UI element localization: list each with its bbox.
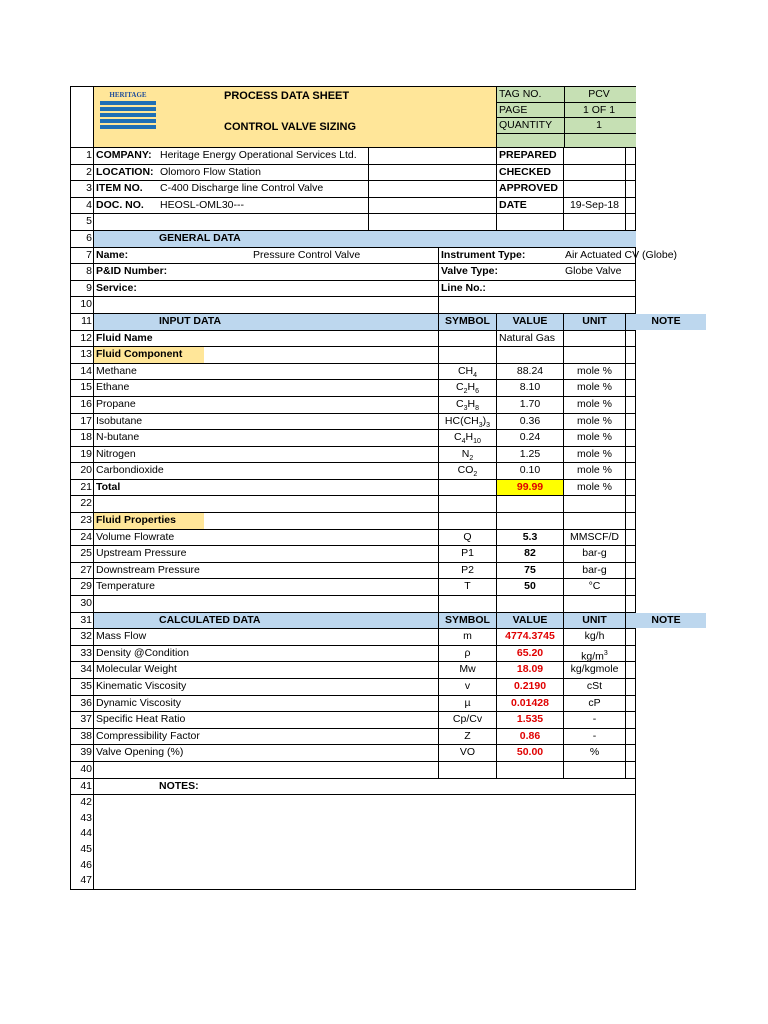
note (625, 364, 706, 380)
value (496, 513, 563, 529)
parameter-name: Dynamic Viscosity (96, 696, 181, 709)
col-symbol: SYMBOL (438, 314, 496, 330)
sheet-header (70, 86, 636, 148)
unit: $kg/m^3$ (563, 646, 625, 662)
notes-row (71, 826, 635, 842)
value: 65.20 (496, 646, 563, 662)
parameter-name: Fluid Properties (94, 513, 204, 529)
blank-cell (368, 198, 496, 214)
data-row (71, 579, 635, 596)
note (625, 530, 706, 546)
parameter-name: Kinematic Viscosity (96, 680, 187, 692)
value: 18.09 (496, 662, 563, 678)
parameter-name: Upstream Pressure (96, 547, 187, 560)
approval-sign (625, 214, 706, 230)
input-data-header (71, 314, 681, 331)
approval-label: DATE (496, 198, 563, 214)
data-row (71, 414, 635, 431)
general-rlabel: Instrument Type: (438, 248, 563, 264)
symbol: $HC(CH_3)_3$ (438, 414, 496, 430)
data-row (71, 331, 635, 348)
page-row: PAGE 1 OF 1 (497, 103, 636, 119)
parameter-name: Mass Flow (96, 630, 147, 643)
unit: kg/h (563, 629, 625, 645)
data-row (71, 712, 635, 729)
value: 0.2190 (496, 679, 563, 695)
symbol (438, 347, 496, 363)
row-number: 41 (80, 779, 92, 792)
unit: mole % (563, 463, 625, 479)
value: 5.3 (496, 530, 563, 546)
section-title: INPUT DATA (94, 314, 438, 330)
symbol (438, 480, 496, 496)
unit (563, 331, 625, 347)
approval-sign (625, 165, 706, 181)
row-number: 27 (80, 563, 92, 576)
row-number: 16 (80, 397, 92, 410)
approval-label: CHECKED (496, 165, 563, 181)
value (496, 496, 563, 512)
data-row (71, 629, 635, 646)
title-block (93, 87, 496, 147)
unit: mole % (563, 414, 625, 430)
symbol: m (438, 629, 496, 645)
row-number: 20 (80, 464, 92, 477)
row-number: 25 (80, 547, 92, 560)
data-row (71, 447, 635, 464)
row-number: 44 (80, 827, 92, 840)
row-number: 1 (86, 149, 92, 161)
blank-cell (368, 181, 496, 197)
symbol (438, 596, 496, 612)
unit (563, 496, 625, 512)
parameter-name: Volume Flowrate (96, 530, 175, 543)
unit: cSt (563, 679, 625, 695)
general-row (71, 297, 635, 314)
value: 1.25 (496, 447, 563, 463)
parameter-name: Carbondioxide (96, 464, 164, 477)
symbol: T (438, 579, 496, 595)
unit: cP (563, 696, 625, 712)
data-row (71, 563, 635, 580)
data-row (71, 646, 635, 663)
info-label: LOCATION: (96, 165, 154, 178)
data-row (71, 380, 635, 397)
row-number: 2 (86, 165, 92, 178)
note (625, 629, 706, 645)
unit: mole % (563, 364, 625, 380)
parameter-name: Downstream Pressure (96, 563, 200, 576)
section-title: GENERAL DATA (94, 231, 636, 247)
unit: mole % (563, 480, 625, 496)
info-value: Heritage Energy Operational Services Ltd. (160, 149, 357, 161)
symbol (438, 496, 496, 512)
row-number: 17 (80, 414, 92, 427)
data-row (71, 546, 635, 563)
note (625, 679, 706, 695)
note (625, 729, 706, 745)
general-rvalue (563, 297, 713, 313)
general-label (94, 297, 214, 313)
value: 50 (496, 579, 563, 595)
col-note: NOTE (625, 613, 706, 629)
parameter-name (94, 762, 368, 778)
value: 0.01428 (496, 696, 563, 712)
tag-row: TAG NO. PCV (497, 87, 636, 103)
approval-value (563, 165, 625, 181)
data-row (71, 530, 635, 547)
general-rvalue: Globe Valve (565, 265, 622, 278)
row-number: 9 (86, 281, 92, 294)
unit: °C (563, 579, 625, 595)
row-number: 21 (80, 480, 92, 493)
value: 82 (496, 546, 563, 562)
row-number: 45 (80, 842, 92, 855)
symbol: P1 (438, 546, 496, 562)
parameter-name: Temperature (96, 580, 155, 593)
row-number: 6 (86, 231, 92, 244)
col-unit: UNIT (563, 314, 625, 330)
note (625, 596, 706, 612)
value: 8.10 (496, 380, 563, 396)
note (625, 563, 706, 579)
data-row (71, 513, 635, 530)
data-row (71, 364, 635, 381)
general-rlabel (438, 297, 563, 313)
info-value: HEOSL-OML30--- (160, 198, 245, 211)
info-label: DOC. NO. (96, 198, 144, 211)
unit (563, 762, 625, 778)
note (625, 347, 706, 363)
row-number: 37 (80, 713, 92, 726)
row-number: 7 (86, 248, 92, 261)
row-number: 22 (80, 497, 92, 510)
calculated-data-header (71, 613, 681, 630)
info-row (71, 198, 635, 215)
symbol (438, 513, 496, 529)
parameter-name: Ethane (96, 381, 130, 394)
notes-header (71, 779, 635, 796)
note (625, 414, 706, 430)
blank-cell (368, 165, 496, 181)
info-value: C-400 Discharge line Control Valve (160, 182, 324, 195)
info-row (71, 214, 635, 231)
value (496, 762, 563, 778)
row-number: 31 (80, 613, 92, 626)
note (625, 463, 706, 479)
row-number: 30 (80, 597, 92, 610)
unit (563, 513, 625, 529)
note (625, 745, 706, 761)
value: 99.99 (496, 480, 563, 496)
general-rvalue (563, 281, 713, 297)
value: 88.24 (496, 364, 563, 380)
symbol: $C_3H_8$ (438, 397, 496, 413)
blank-cell (368, 214, 496, 230)
parameter-name: Fluid Component (94, 347, 204, 363)
heritage-logo-icon (96, 89, 160, 133)
unit: MMSCF/D (563, 530, 625, 546)
col-value: VALUE (496, 314, 563, 330)
parameter-name: Propane (96, 397, 136, 410)
unit: - (563, 729, 625, 745)
doc-subtitle: CONTROL VALVE SIZING (224, 121, 357, 133)
row-number: 13 (80, 348, 92, 361)
row-number: 36 (80, 696, 92, 709)
unit: mole % (563, 430, 625, 446)
note (625, 430, 706, 446)
row-number: 4 (86, 198, 92, 211)
row-number: 46 (80, 858, 92, 871)
parameter-name (94, 496, 368, 512)
symbol: Z (438, 729, 496, 745)
row-number: 39 (80, 746, 92, 759)
row-number: 32 (80, 630, 92, 643)
row-number: 43 (80, 811, 92, 824)
note (625, 331, 706, 347)
col-note: NOTE (625, 314, 706, 330)
approval-value (563, 148, 625, 164)
symbol: $CO_2$ (438, 463, 496, 479)
row-number: 5 (86, 215, 92, 228)
data-row (71, 696, 635, 713)
general-value (251, 264, 438, 280)
parameter-name: Isobutane (96, 414, 143, 427)
row-number: 24 (80, 530, 92, 543)
info-value: Olomoro Flow Station (160, 165, 261, 178)
data-row (71, 745, 635, 762)
general-data-header (71, 231, 635, 248)
row-number: 23 (80, 514, 92, 527)
data-row (71, 347, 635, 364)
symbol: µ (438, 696, 496, 712)
col-symbol: SYMBOL (438, 613, 496, 629)
symbol: Mw (438, 662, 496, 678)
value: 1.535 (496, 712, 563, 728)
data-sheet-body (70, 148, 681, 890)
col-unit: UNIT (563, 613, 625, 629)
note (625, 662, 706, 678)
symbol: v (438, 679, 496, 695)
approval-sign (625, 198, 706, 214)
row-number: 14 (80, 364, 92, 377)
parameter-name: Methane (96, 364, 137, 377)
value: 50.00 (496, 745, 563, 761)
symbol: P2 (438, 563, 496, 579)
parameter-name: Molecular Weight (96, 663, 177, 676)
unit: bar-g (563, 546, 625, 562)
approval-sign (625, 181, 706, 197)
note (625, 380, 706, 396)
quantity-row: QUANTITY 1 (497, 118, 636, 134)
notes-row (71, 842, 635, 858)
row-number: 3 (86, 182, 92, 195)
row-number: 40 (80, 762, 92, 775)
data-row (71, 430, 635, 447)
notes-row (71, 795, 635, 811)
general-value (251, 297, 438, 313)
unit: mole % (563, 397, 625, 413)
unit: mole % (563, 447, 625, 463)
row-number: 47 (80, 874, 92, 887)
row-number: 15 (80, 381, 92, 394)
unit (563, 347, 625, 363)
row-number: 10 (80, 298, 92, 311)
approval-label (496, 214, 563, 230)
general-row (71, 248, 678, 265)
unit: kg/kgmole (563, 662, 625, 678)
value: 0.10 (496, 463, 563, 479)
data-row (71, 679, 635, 696)
section-title: CALCULATED DATA (94, 613, 438, 629)
unit: bar-g (563, 563, 625, 579)
general-value (251, 281, 438, 297)
info-row (71, 165, 635, 182)
parameter-name: Valve Opening (%) (96, 746, 184, 759)
symbol: $N_2$ (438, 447, 496, 463)
general-label: Name: (96, 248, 129, 261)
notes-title: NOTES: (159, 779, 199, 792)
note (625, 546, 706, 562)
data-row (71, 496, 635, 513)
symbol: ρ (438, 646, 496, 662)
row-number: 11 (81, 314, 92, 327)
parameter-name: Density @Condition (96, 646, 189, 659)
approval-value (563, 214, 625, 230)
parameter-name: N-butane (96, 431, 140, 444)
info-label (94, 214, 158, 230)
symbol (438, 331, 496, 347)
data-row (71, 397, 635, 414)
symbol: Q (438, 530, 496, 546)
note (625, 579, 706, 595)
general-value: Pressure Control Valve (253, 248, 361, 261)
notes-row (71, 873, 635, 889)
row-number: 19 (80, 447, 92, 460)
info-label: ITEM NO. (96, 182, 143, 195)
general-rlabel: Valve Type: (438, 264, 563, 280)
value: 0.36 (496, 414, 563, 430)
note (625, 712, 706, 728)
parameter-name: Fluid Name (96, 331, 153, 344)
unit (563, 596, 625, 612)
general-label: P&ID Number: (96, 265, 168, 278)
symbol: $C_2H_6$ (438, 380, 496, 396)
data-row (71, 762, 635, 779)
blank-tag-row (497, 134, 636, 150)
approval-value: 19-Sep-18 (563, 198, 625, 214)
value: 4774.3745 (496, 629, 563, 645)
value: 0.24 (496, 430, 563, 446)
info-row (71, 181, 635, 198)
data-row (71, 662, 635, 679)
parameter-name: Total (96, 480, 121, 493)
value: 75 (496, 563, 563, 579)
info-row (71, 148, 635, 165)
note (625, 696, 706, 712)
data-row (71, 480, 635, 497)
general-row (71, 281, 635, 298)
parameter-name (94, 596, 368, 612)
parameter-name: Nitrogen (96, 447, 136, 460)
note (625, 447, 706, 463)
symbol (438, 762, 496, 778)
note (625, 496, 706, 512)
note (625, 397, 706, 413)
symbol: VO (438, 745, 496, 761)
col-value: VALUE (496, 613, 563, 629)
row-number: 35 (80, 680, 92, 692)
doc-title: PROCESS DATA SHEET (224, 90, 350, 102)
symbol: $C_4H_{10}$ (438, 430, 496, 446)
note (625, 646, 706, 662)
row-number: 12 (80, 331, 92, 344)
data-row (71, 729, 635, 746)
value: 1.70 (496, 397, 563, 413)
data-row (71, 463, 635, 480)
general-row (71, 264, 635, 281)
general-rvalue: Air Actuated CV (Globe) (565, 248, 678, 261)
notes-row (71, 811, 635, 827)
blank-cell (368, 148, 496, 164)
unit: % (563, 745, 625, 761)
row-number: 42 (80, 796, 92, 809)
symbol: Cp/Cv (438, 712, 496, 728)
general-label: Service: (96, 281, 137, 294)
row-number: 38 (80, 729, 92, 742)
parameter-name: Specific Heat Ratio (96, 713, 186, 726)
row-number: 18 (80, 431, 92, 444)
row-number: 34 (80, 663, 92, 676)
parameter-name: Compressibility Factor (96, 729, 200, 742)
tag-block (496, 87, 636, 147)
symbol: $CH_4$ (438, 364, 496, 380)
approval-label: PREPARED (496, 148, 563, 164)
approval-label: APPROVED (496, 181, 563, 197)
note (625, 762, 706, 778)
general-rlabel: Line No.: (438, 281, 563, 297)
unit: mole % (563, 380, 625, 396)
value: Natural Gas (496, 331, 563, 347)
note (625, 513, 706, 529)
note (625, 480, 706, 496)
notes-row (71, 858, 635, 874)
approval-sign (625, 148, 706, 164)
approval-value (563, 181, 625, 197)
value (496, 347, 563, 363)
svg-text:HERITAGE: HERITAGE (109, 91, 147, 99)
value: 0.86 (496, 729, 563, 745)
row-number: 8 (86, 265, 92, 278)
row-number: 33 (80, 646, 92, 659)
info-label: COMPANY: (96, 149, 152, 161)
value (496, 596, 563, 612)
row-number: 29 (80, 580, 92, 593)
data-row (71, 596, 635, 613)
unit: - (563, 712, 625, 728)
